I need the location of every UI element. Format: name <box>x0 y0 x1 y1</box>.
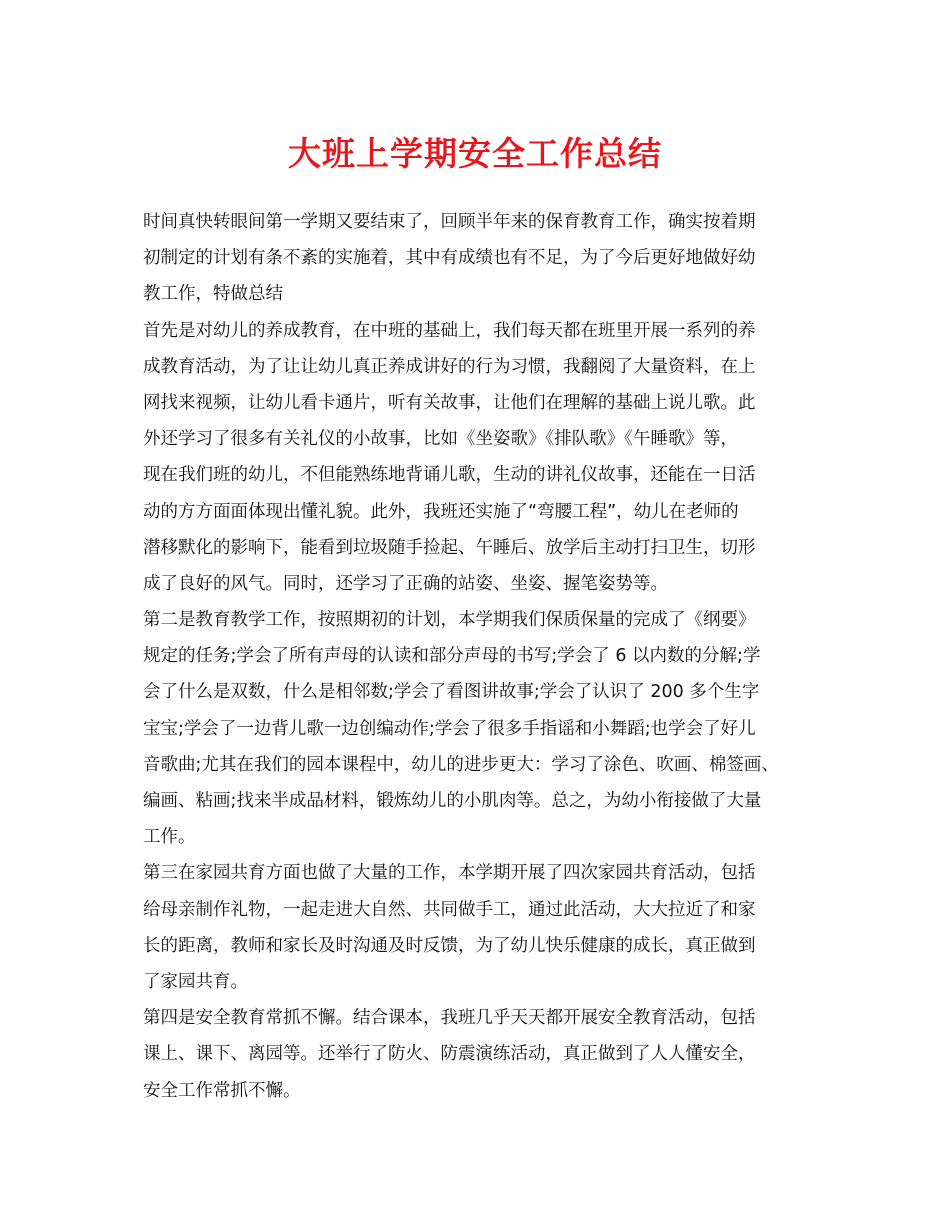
text-line: 编画、粘画;找来半成品材料，锻炼幼儿的小肌肉等。总之，为幼小衔接做了大量 <box>143 791 762 811</box>
text-line: 第三在家园共育方面也做了大量的工作，本学期开展了四次家园共育活动，包括 <box>143 863 756 884</box>
text-line: 首先是对幼儿的养成教育，在中班的基础上，我们每天都在班里开展一系列的养 <box>143 320 756 341</box>
text-line: 了家园共育。 <box>143 971 248 992</box>
text-line: 潜移默化的影响下，能看到垃圾随手捡起、午睡后、放学后主动打扫卫生，切形 <box>143 537 756 558</box>
text-line: 会了什么是双数，什么是相邻数;学会了看图讲故事;学会了认识了 200 多个生字 <box>143 682 760 703</box>
text-line: 时间真快转眼间第一学期又要结束了，回顾半年来的保育教育工作，确实按着期 <box>143 212 756 232</box>
text-line: 宝宝;学会了一边背儿歌一边创编动作;学会了很多手指谣和小舞蹈;也学会了好儿 <box>143 718 756 739</box>
text-line: 初制定的计划有条不紊的实施着，其中有成绩也有不足，为了今后更好地做好幼 <box>143 248 756 269</box>
text-line: 长的距离，教师和家长及时沟通及时反馈，为了幼儿快乐健康的成长，真正做到 <box>143 935 756 956</box>
document-title: 大班上学期安全工作总结 <box>288 134 662 173</box>
text-line: 课上、课下、离园等。还举行了防火、防震演练活动，真正做到了人人懂安全， <box>143 1044 756 1065</box>
text-line: 网找来视频，让幼儿看卡通片，听有关故事，让他们在理解的基础上说儿歌。此 <box>143 392 756 413</box>
text-line: 现在我们班的幼儿，不但能熟练地背诵儿歌，生动的讲礼仪故事，还能在一日活 <box>143 465 756 486</box>
text-line: 工作。 <box>143 827 196 848</box>
text-line: 给母亲制作礼物，一起走进大自然、共同做手工，通过此活动，大大拉近了和家 <box>143 899 756 920</box>
text-line: 成教育活动，为了让让幼儿真正养成讲好的行为习惯，我翻阅了大量资料，在上 <box>143 356 756 377</box>
text-line: 动的方方面面体现出懂礼貌。此外，我班还实施了“弯腰工程”，幼儿在老师的 <box>143 501 739 522</box>
text-line: 安全工作常抓不懈。 <box>143 1080 301 1101</box>
text-line: 规定的任务;学会了所有声母的认读和部分声母的书写;学会了 6 以内数的分解;学 <box>143 646 761 667</box>
text-line: 外还学习了很多有关礼仪的小故事，比如《坐姿歌》《排队歌》《午睡歌》等， <box>143 429 738 450</box>
document-body <box>143 204 823 1109</box>
text-line: 教工作，特做总结 <box>143 284 283 305</box>
text-line: 第四是安全教育常抓不懈。结合课本，我班几乎天天都开展安全教育活动，包括 <box>143 1008 756 1029</box>
text-line: 音歌曲;尤其在我们的园本课程中，幼儿的进步更大：学习了涂色、吹画、棉签画、 <box>143 754 779 775</box>
text-line: 第二是教育教学工作，按照期初的计划，本学期我们保质保量的完成了《纲要》 <box>143 610 756 631</box>
text-line: 成了良好的风气。同时，还学习了正确的站姿、坐姿、握笔姿势等。 <box>143 573 668 594</box>
